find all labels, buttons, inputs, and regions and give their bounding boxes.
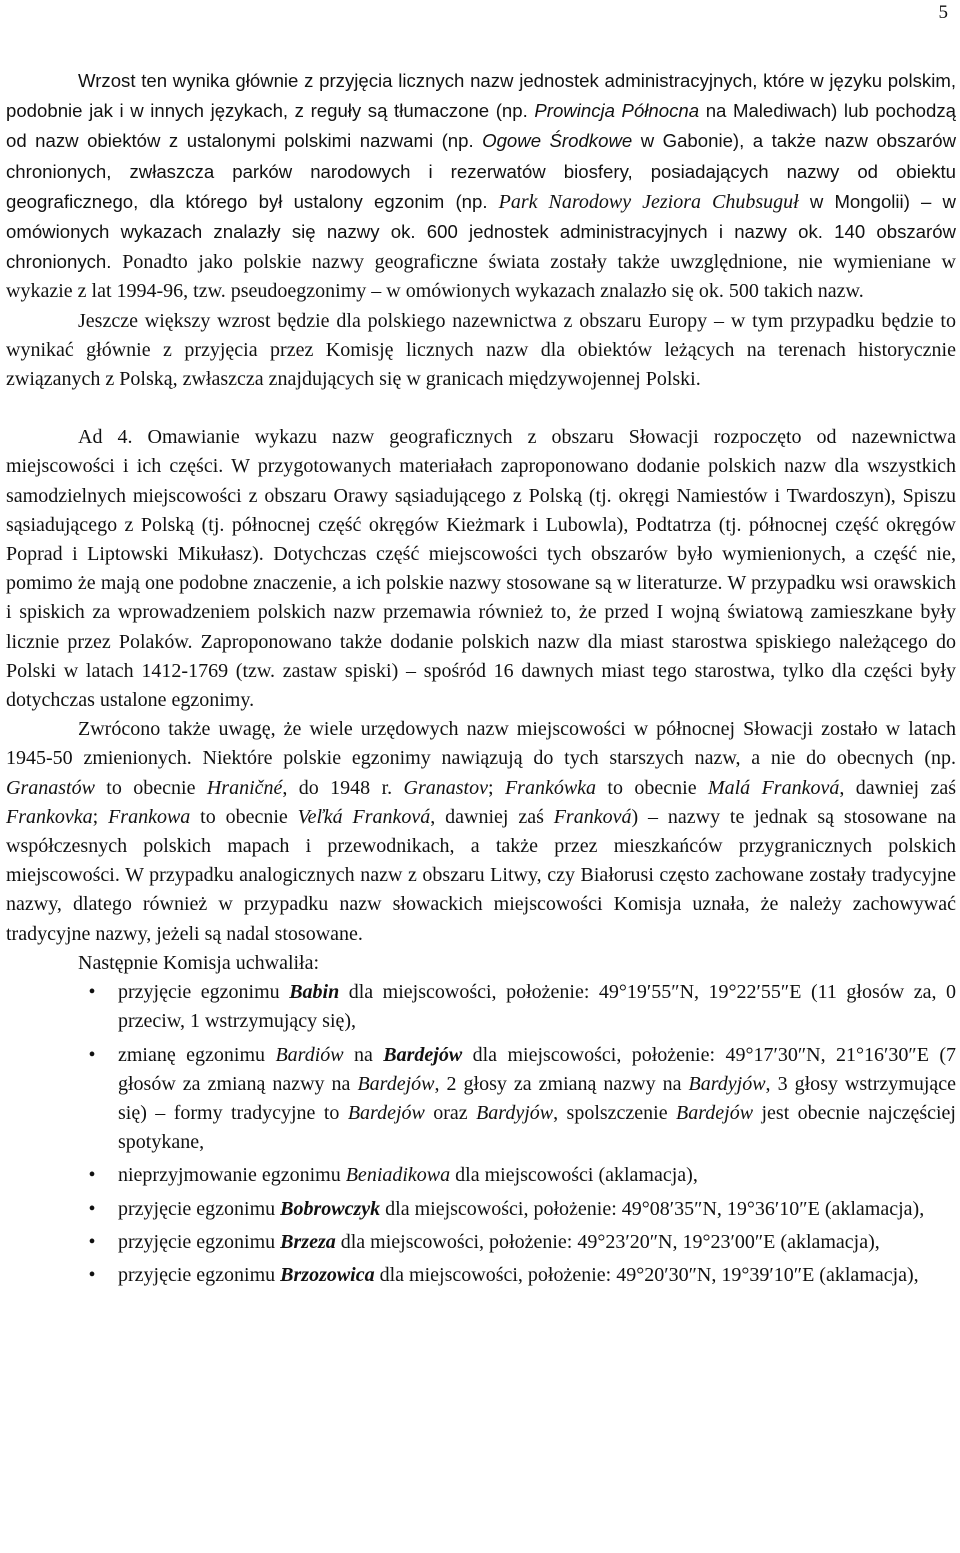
text-run: , spolszczenie <box>553 1101 677 1124</box>
example-name: Park Narodowy Jeziora Chubsuguł <box>498 190 799 213</box>
paragraph-2: Jeszcze większy wzrost będzie dla polskiego nazewnictwa z obszaru Europy – w tym przypadku będzie to wynikać głównie z przyjęcia przez Komisję licznych nazw dla obiektów leżących na terenach historycznie związanych z Polską, zwłaszcza znajdujących się w granicach międzywojennej Polski. <box>6 309 956 391</box>
list-item <box>88 1228 956 1257</box>
place-name: Bardejów <box>347 1101 425 1124</box>
text-run: przyjęcie egzonimu <box>118 1197 281 1220</box>
place-name: Malá Franková <box>707 776 840 799</box>
text-run: Wrzost ten wynika głównie z przyjęcia licznych nazw jednostek administracyjnych, które w języku polskim, podobnie jak i w innych językach, z reguły są tłumaczone (np. <box>6 70 956 122</box>
text-run: dla miejscowości (aklamacja), <box>450 1164 698 1187</box>
text-run: na Malediwach) lub pochodzą od nazw obiektów z ustalonymi polskimi nazwami (np. <box>6 100 956 152</box>
place-name: Bardyjów <box>688 1072 766 1095</box>
exonym: Brzozowica <box>280 1263 375 1286</box>
place-name: Bardejów <box>676 1101 754 1124</box>
place-name: Franková <box>553 805 632 828</box>
list-item <box>88 1041 957 1158</box>
text-run: oraz <box>424 1101 477 1124</box>
text-run: , do 1948 r. <box>282 776 404 799</box>
text-run: przyjęcie egzonimu <box>118 1230 281 1253</box>
text-run: ; <box>92 805 109 828</box>
exonym: Bobrowczyk <box>280 1197 381 1220</box>
text-run: jest obecnie najczęściej spotykane, <box>118 1101 956 1154</box>
text-run: zmianę egzonimu <box>118 1043 276 1066</box>
bullet-icon: • <box>88 1197 96 1220</box>
place-name: Frankovka <box>6 805 93 828</box>
place-name: Hraničné <box>206 776 283 799</box>
place-name: Bardyjów <box>476 1101 554 1124</box>
place-name: Granastov <box>403 776 488 799</box>
document-body <box>6 66 956 1290</box>
text-run: w Mongolii) – w omówionych wykazach znalazły się nazwy ok. 600 jednostek administracyjnych i nazwy ok. 140 obszarów chronionych. <box>6 190 956 273</box>
place-name: Bardiów <box>275 1043 344 1066</box>
bullet-icon: • <box>88 981 96 1004</box>
place-name: Veľká Franková <box>297 805 431 828</box>
example-name: Prowincja Północna <box>534 100 700 122</box>
text-run: Zwrócono także uwagę, że wiele urzędowych nazw miejscowości w północnej Słowacji zostało w latach 1945-50 zmienionych. Niektóre polskie egzonimy nawiązują do tych starszych nazw, a nie do obecnych (np. <box>6 718 956 770</box>
text-run: to obecnie <box>94 776 207 799</box>
text-run: nieprzyjmowanie egzonimu <box>118 1164 346 1187</box>
place-name: Granastów <box>6 776 95 799</box>
page-number: 5 <box>938 2 948 23</box>
exonym: Bardejów <box>383 1043 463 1066</box>
text-run: dla miejscowości, położenie: 49°20′30″N, 19°39′10″E (aklamacja), <box>374 1263 919 1286</box>
text-run: na <box>343 1043 384 1066</box>
text-run: ) – nazwy te jednak są stosowane na współczesnych polskich mapach i przewodnikach, a także przez mieszkańców przygranicznych polskich miejscowości. W przypadku analogicznych nazw z obszaru Litwy, czy Białorusi często zachowane zostały tradycyjne nazwy, dlatego również w przypadku nazw słowackich miejscowości Komisja uznała, że należy zachowywać tradycyjne nazwy, jeżeli są nadal stosowane. <box>6 805 956 945</box>
text-run: przyjęcie egzonimu <box>118 981 290 1004</box>
text-run: , dawniej zaś <box>839 776 956 799</box>
list-item <box>88 1261 956 1290</box>
bullet-icon: • <box>88 1263 96 1286</box>
text-run: , 3 głosy wstrzymujące się) – formy tradycyjne to <box>118 1072 957 1124</box>
bullet-icon: • <box>88 1164 96 1187</box>
paragraph-4 <box>6 715 956 949</box>
example-name: Ogowe Środkowe <box>482 130 633 152</box>
text-run: ; <box>487 776 505 799</box>
text-run: to obecnie <box>190 805 298 828</box>
text-run: dla miejscowości, położenie: 49°23′20″N, 19°23′00″E (aklamacja), <box>335 1230 880 1253</box>
text-run: Ponadto jako polskie nazwy geograficzne świata zostały także uwzględnione, nie wymieniane w wykazie z lat 1994-96, tzw. pseudoegzonimy – w omówionych wykazach znalazło się ok. 500 takich nazw. <box>6 251 956 303</box>
text-run: , dawniej zaś <box>430 805 554 828</box>
paragraph-1 <box>6 66 956 307</box>
list-item <box>88 978 956 1036</box>
bullet-icon: • <box>88 1043 96 1066</box>
text-run: dla miejscowości, położenie: 49°19′55″N, 19°22′55″E (11 głosów za, 0 przeciw, 1 wstrzymujący się), <box>118 981 956 1033</box>
text-run: w Gabonie), a także nazw obszarów chronionych, zwłaszcza parków narodowych i rezerwatów biosfery, posiadających nazwy od obiektu geograficznego, dla którego był ustalony egzonim (np. <box>6 130 956 212</box>
list-item <box>88 1161 956 1190</box>
place-name: Frankówka <box>504 776 597 799</box>
paragraph-3: Ad 4. Omawianie wykazu nazw geograficznych z obszaru Słowacji rozpoczęto od nazewnictwa miejscowości i ich części. W przygotowanych materiałach zaproponowano dodanie polskich nazw dla wszystkich samodzielnych miejscowości z obszaru Orawy sąsiadującego z Polską (tj. okręgi Namiestów i Twardoszyn), Spiszu sąsiadującego z Polską (tj. północnej część okręgów Kieżmark i Lubowla), Podtatrza (tj. północnej część okręgów Poprad i Liptowski Mikułasz). Dotychczas część miejscowości tych obszarów było wymienionych, a część nie, pomimo że mają one podobne znaczenie, a ich polskie nazwy stosowane są w literaturze. W przypadku wsi orawskich i spiskich za wprowadzeniem polskich nazw przemawia również to, że przed I wojną światową zamieszkane były licznie przez Polaków. Zaproponowano także dodanie polskich nazw dla miast starostwa spiskiego należącego do Polski w latach 1412-1769 (tzw. zastaw spiski) – spośród 16 dawnych miast tego starostwa, tylko dla części były dotychczas ustalone egzonimy. <box>6 426 956 712</box>
place-name: Beniadikowa <box>345 1164 451 1187</box>
resolutions-list <box>6 978 956 1290</box>
text-run: , 2 głosy za zmianą nazwy na <box>434 1072 689 1095</box>
text-run: przyjęcie egzonimu <box>118 1263 281 1286</box>
bullet-icon: • <box>88 1230 96 1253</box>
list-item <box>88 1195 956 1224</box>
exonym: Babin <box>289 981 340 1004</box>
exonym: Brzeza <box>280 1230 336 1253</box>
paragraph-5: Następnie Komisja uchwaliła: <box>78 951 320 974</box>
text-run: dla miejscowości, położenie: 49°17′30″N, 21°16′30″E (7 głosów za zmianą nazwy na <box>118 1043 956 1095</box>
place-name: Bardejów <box>357 1072 435 1095</box>
text-run: dla miejscowości, położenie: 49°08′35″N, 19°36′10″E (aklamacja), <box>380 1197 925 1220</box>
place-name: Frankowa <box>108 805 191 828</box>
text-run: to obecnie <box>596 776 708 799</box>
